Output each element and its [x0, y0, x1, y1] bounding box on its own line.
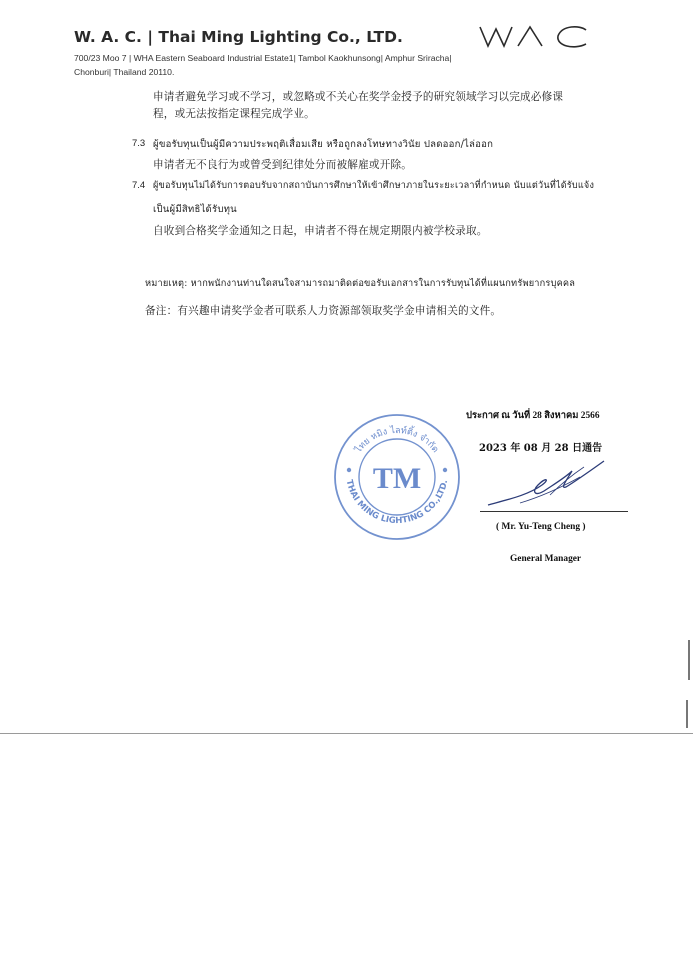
- announce-date-cn: 2023 年 08 月 28 日通告: [479, 443, 603, 454]
- note-thai: หมายเหตุ: หากพนักงานท่านใดสนใจสามารถมาติดต่อขอรับเอกสารในการรับทุนได้ที่แผนกทรัพยากรบุคคล: [145, 278, 576, 289]
- signature-line: [480, 511, 628, 512]
- signer-title: General Manager: [510, 554, 582, 564]
- address-line-2: Chonburi| Thailand 20110.: [74, 67, 175, 77]
- announce-date-thai: ประกาศ ณ วันที่ 28 สิงหาคม 2566: [466, 411, 600, 421]
- item-7-3-thai: ผู้ขอรับทุนเป็นผู้มีความประพฤติเสื่อมเสีย หรือถูกลงโทษทางวินัย ปลดออก/ไล่ออก: [153, 139, 494, 150]
- item-7-4-thai-line-1: ผู้ขอรับทุนไม่ได้รับการตอบรับจากสถาบันการศึกษาให้เข้าศึกษาภายในระยะเวลาที่กำหนด นับแต่วันที่ได้รับแจ้ง: [153, 181, 595, 191]
- seal-ring-top-text: ไทย หมิง ไลท์ติ้ง จำกัด: [353, 425, 441, 455]
- page-fold-line: [0, 733, 693, 734]
- scan-edge-mark: [686, 700, 688, 728]
- seal-center-text: TM: [372, 462, 422, 495]
- item-7-4-number: 7.4: [132, 180, 146, 191]
- address-line-1: 700/23 Moo 7 | WHA Eastern Seaboard Industrial Estate1| Tambol Kaokhunsong| Amphur Sriracha|: [74, 53, 452, 63]
- scan-edge-mark: [688, 640, 690, 680]
- seal-ring-bottom-text: THAI MING LIGHTING CO.,LTD.: [343, 478, 451, 527]
- svg-text:ไทย หมิง ไลท์ติ้ง จำกัด: [352, 424, 440, 456]
- item-7-3-number: 7.3: [132, 138, 146, 149]
- item-7-4-thai-line-2: เป็นผู้มีสิทธิได้รับทุน: [153, 204, 237, 215]
- company-name: W. A. C. | Thai Ming Lighting Co., LTD.: [74, 28, 403, 46]
- item-7-3-cn: 申请者无不良行为或曾受到纪律处分而被解雇或开除。: [153, 159, 413, 171]
- company-address: [74, 51, 514, 79]
- cn-continuation-line-1: 申请者避免学习或不学习，或忽略或不关心在奖学金授予的研究领域学习以完成必修课: [153, 91, 564, 103]
- note-cn: 备注：有兴趣申请奖学金者可联系人力资源部领取奖学金申请相关的文件。: [145, 305, 502, 317]
- wac-logo: [478, 24, 590, 50]
- signer-name: ( Mr. Yu-Teng Cheng ): [496, 522, 586, 532]
- item-7-4-cn: 自收到合格奖学金通知之日起，申请者不得在规定期限内被学校录取。: [153, 225, 488, 237]
- handwritten-signature: [480, 455, 610, 513]
- cn-continuation-line-2: 程，或无法按指定课程完成学业。: [153, 108, 315, 120]
- company-seal: [332, 412, 462, 542]
